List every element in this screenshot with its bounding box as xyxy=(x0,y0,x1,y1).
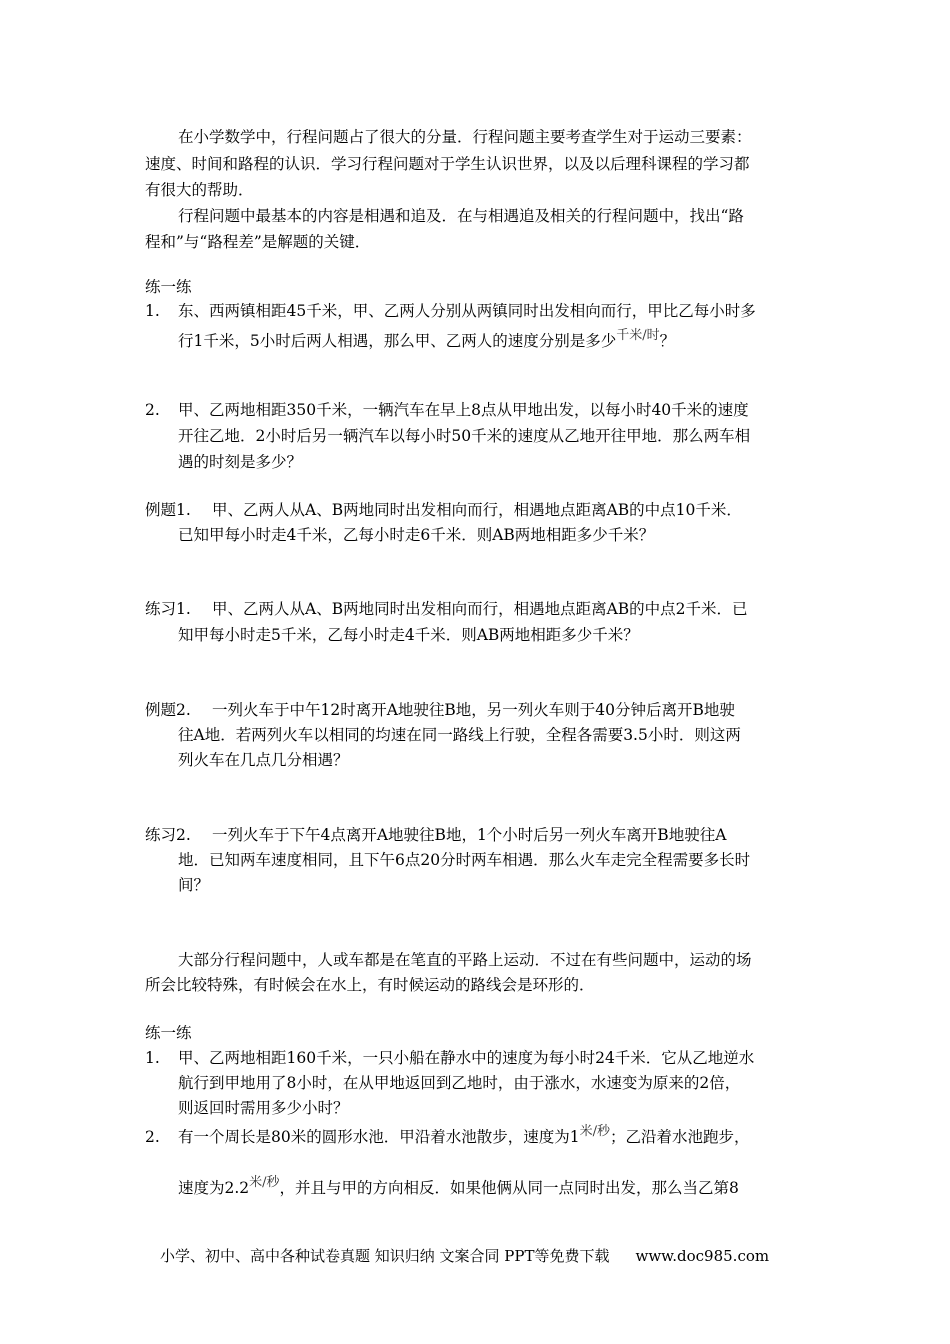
s1-q2-line3: 遇的时刻是多少？ xyxy=(178,453,303,471)
example2-line2: 往A地．若两列火车以相同的均速在同一路线上行驶，全程各需要3.5小时．则这两 xyxy=(178,726,741,744)
s2-q1-number: 1. xyxy=(145,1049,160,1067)
s1-q2-line1: 甲、乙两地相距350千米，一辆汽车在早上8点从甲地出发，以每小时40千米的速度 xyxy=(178,401,749,419)
example2-line3: 列火车在几点几分相遇？ xyxy=(178,751,349,769)
practice2-line2: 地．已知两车速度相同，且下午6点20分时两车相遇．那么火车走完全程需要多长时 xyxy=(178,851,751,869)
s1-q1-line2 xyxy=(178,328,676,353)
intro-p2-line2: 程和”与“路程差”是解题的关键． xyxy=(145,233,371,251)
s2-q2-line2 xyxy=(178,1175,739,1200)
s1-q1-line1: 东、西两镇相距45千米，甲、乙两人分别从两镇同时出发相向而行，甲比乙每小时多 xyxy=(178,302,756,320)
intro-p1-line2: 速度、时间和路程的认识．学习行程问题对于学生认识世界，以及以后理科课程的学习都 xyxy=(145,155,750,173)
s1-q1-number: 1. xyxy=(145,302,160,320)
practice2-label: 练习2. xyxy=(145,826,191,844)
example2-label: 例题2. xyxy=(145,701,191,719)
example1-line1: 甲、乙两人从A、B两地同时出发相向而行，相遇地点距离AB的中点10千米． xyxy=(212,501,742,519)
practice2-line3: 间？ xyxy=(178,876,210,894)
s2-q2-line1-text-b: ；乙沿着水池跑步， xyxy=(609,1128,750,1146)
s2-q1-line1: 甲、乙两地相距160千米，一只小船在静水中的速度为每小时24千米．它从乙地逆水 xyxy=(178,1049,755,1067)
intro-p2-line1: 行程问题中最基本的内容是相遇和追及．在与相遇追及相关的行程问题中，找出“路 xyxy=(178,207,744,225)
intro2-line1: 大部分行程问题中，人或车都是在笔直的平路上运动．不过在有些问题中，运动的场 xyxy=(178,951,752,969)
s2-q1-line3: 则返回时需用多少小时？ xyxy=(178,1099,349,1117)
example2-line1: 一列火车于中午12时离开A地驶往B地，另一列火车则于40分钟后离开B地驶 xyxy=(212,701,735,719)
s2-q2-line1 xyxy=(178,1124,750,1149)
unit-km-per-hour: 千米/时 xyxy=(616,328,660,343)
s1-q2-line2: 开往乙地．2小时后另一辆汽车以每小时50千米的速度从乙地开往甲地．那么两车相 xyxy=(178,427,751,445)
intro2-line2: 所会比较特殊，有时候会在水上，有时候运动的路线会是环形的． xyxy=(145,976,595,994)
section2-title: 练一练 xyxy=(145,1024,192,1042)
unit-m-per-s-1: 米/秒 xyxy=(579,1124,610,1139)
intro-p1-line1: 在小学数学中，行程问题占了很大的分量．行程问题主要考查学生对于运动三要素： xyxy=(178,128,752,146)
footer-text: 小学、初中、高中各种试卷真题 知识归纳 文案合同 PPT等免费下载 xyxy=(160,1247,610,1265)
practice1-line2: 知甲每小时走5千米，乙每小时走4千米．则AB两地相距多少千米？ xyxy=(178,626,639,644)
example1-label: 例题1. xyxy=(145,501,191,519)
unit-m-per-s-2: 米/秒 xyxy=(249,1175,280,1190)
practice1-line1: 甲、乙两人从A、B两地同时出发相向而行，相遇地点距离AB的中点2千米．已 xyxy=(212,600,748,618)
s1-q1-line2-end: ？ xyxy=(659,332,676,350)
practice1-label: 练习1. xyxy=(145,600,191,618)
page-footer xyxy=(160,1245,769,1266)
section1-title: 练一练 xyxy=(145,278,192,296)
s1-q2-number: 2. xyxy=(145,401,160,419)
practice2-line1: 一列火车于下午4点离开A地驶往B地，1个小时后另一列火车离开B地驶往A xyxy=(212,826,727,844)
s2-q2-number: 2. xyxy=(145,1128,160,1146)
s1-q1-line2-text: 行1千米，5小时后两人相遇，那么甲、乙两人的速度分别是多少 xyxy=(178,332,617,350)
example1-line2: 已知甲每小时走4千米，乙每小时走6千米．则AB两地相距多少千米？ xyxy=(178,526,655,544)
intro-p1-line3: 有很大的帮助． xyxy=(145,181,254,199)
s2-q2-line2-text-a: 速度为2.2 xyxy=(178,1179,250,1197)
s2-q2-line1-text-a: 有一个周长是80米的圆形水池．甲沿着水池散步，速度为1 xyxy=(178,1128,580,1146)
s2-q2-line2-text-b: ，并且与甲的方向相反．如果他俩从同一点同时出发，那么当乙第8 xyxy=(279,1179,739,1197)
s2-q1-line2: 航行到甲地用了8小时，在从甲地返回到乙地时，由于涨水，水速变为原来的2倍， xyxy=(178,1074,741,1092)
footer-url[interactable]: www.doc985.com xyxy=(635,1247,770,1265)
